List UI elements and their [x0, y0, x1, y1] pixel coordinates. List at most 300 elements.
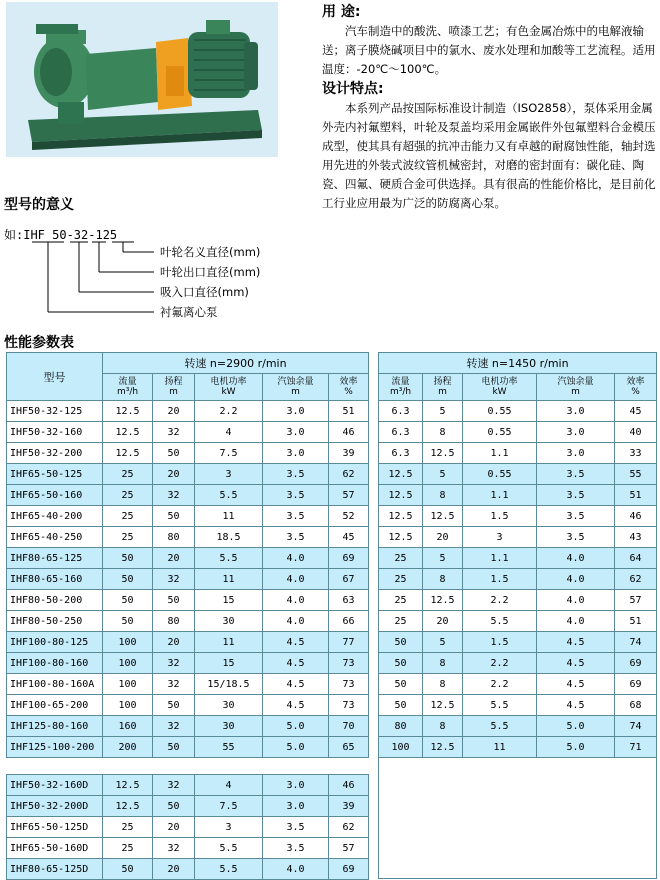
value-cell: 3.0: [537, 422, 615, 443]
table-row: [7, 401, 369, 422]
value-cell: 55: [615, 464, 657, 485]
value-cell: 11: [195, 632, 263, 653]
value-cell: 3.5: [263, 485, 329, 506]
value-cell: 12.5: [103, 796, 153, 817]
value-cell: 50: [153, 506, 195, 527]
table-row: [7, 674, 369, 695]
value-cell: 4.0: [537, 548, 615, 569]
value-cell: 8: [423, 653, 463, 674]
table-row: [379, 506, 657, 527]
value-cell: 3: [463, 527, 537, 548]
value-cell: 5.5: [463, 611, 537, 632]
value-cell: 25: [379, 548, 423, 569]
spacer-row: [7, 758, 369, 775]
value-cell: 5.5: [195, 485, 263, 506]
value-cell: 50: [103, 859, 153, 880]
value-cell: 4.5: [263, 674, 329, 695]
value-cell: 80: [153, 527, 195, 548]
value-cell: 4.0: [537, 569, 615, 590]
value-cell: 3.5: [263, 464, 329, 485]
table-row: [7, 464, 369, 485]
value-cell: 3.5: [537, 527, 615, 548]
value-cell: 51: [615, 611, 657, 632]
table-row: [7, 838, 369, 859]
model-cell: IHF100-65-200: [7, 695, 103, 716]
column-header-unit: kW: [221, 387, 236, 397]
value-cell: 5.0: [537, 737, 615, 758]
value-cell: 70: [329, 716, 369, 737]
value-cell: 50: [379, 653, 423, 674]
value-cell: 4.5: [537, 653, 615, 674]
model-cell: IHF80-65-125D: [7, 859, 103, 880]
table-row: [379, 401, 657, 422]
value-cell: 3.0: [263, 422, 329, 443]
value-cell: 1.5: [463, 569, 537, 590]
value-cell: 46: [329, 775, 369, 796]
table-row: [7, 775, 369, 796]
table-row: [7, 506, 369, 527]
label-impeller-outlet-diameter: 叶轮出口直径(mm): [160, 265, 261, 279]
usage-section: [322, 2, 656, 213]
value-cell: 51: [615, 485, 657, 506]
model-example: 如:IHF 50-32-125: [4, 228, 118, 242]
column-header: [103, 374, 153, 401]
label-pump-type: 衬氟离心泵: [160, 305, 218, 319]
value-cell: 20: [153, 632, 195, 653]
table-row: [7, 569, 369, 590]
value-cell: 3.5: [263, 838, 329, 859]
column-header-name: 流量: [118, 377, 137, 387]
table-row: [7, 817, 369, 838]
value-cell: 15: [195, 653, 263, 674]
value-cell: 3.5: [263, 527, 329, 548]
value-cell: 20: [153, 817, 195, 838]
value-cell: 32: [153, 569, 195, 590]
value-cell: 73: [329, 695, 369, 716]
table-row: [379, 548, 657, 569]
value-cell: 8: [423, 485, 463, 506]
table-row: [7, 695, 369, 716]
table-row: [7, 632, 369, 653]
table-row: [7, 485, 369, 506]
value-cell: 50: [153, 796, 195, 817]
value-cell: 62: [615, 569, 657, 590]
value-cell: 62: [329, 817, 369, 838]
model-cell: IHF65-40-200: [7, 506, 103, 527]
value-cell: 5: [423, 464, 463, 485]
value-cell: 25: [103, 527, 153, 548]
value-cell: 18.5: [195, 527, 263, 548]
value-cell: 50: [103, 569, 153, 590]
value-cell: 4.0: [263, 569, 329, 590]
column-header-unit: %: [344, 387, 353, 397]
value-cell: 6.3: [379, 422, 423, 443]
value-cell: 80: [153, 611, 195, 632]
column-header: [537, 374, 615, 401]
value-cell: 12.5: [423, 737, 463, 758]
column-header: [423, 374, 463, 401]
performance-table-2900: [6, 352, 369, 880]
value-cell: 62: [329, 464, 369, 485]
value-cell: 3.5: [263, 506, 329, 527]
value-cell: 32: [153, 716, 195, 737]
value-cell: 12.5: [423, 590, 463, 611]
value-cell: 1.5: [463, 506, 537, 527]
value-cell: 11: [195, 569, 263, 590]
value-cell: 11: [463, 737, 537, 758]
table-row: [379, 611, 657, 632]
model-cell: IHF100-80-160A: [7, 674, 103, 695]
table-row: [379, 632, 657, 653]
column-header: [153, 374, 195, 401]
value-cell: 100: [379, 737, 423, 758]
value-cell: 57: [329, 485, 369, 506]
value-cell: 12.5: [103, 443, 153, 464]
value-cell: 200: [103, 737, 153, 758]
column-header-name: 汽蚀余量: [557, 377, 594, 387]
value-cell: 4.5: [537, 674, 615, 695]
value-cell: 11: [195, 506, 263, 527]
value-cell: 100: [103, 653, 153, 674]
value-cell: 50: [379, 695, 423, 716]
value-cell: 4.0: [537, 611, 615, 632]
value-cell: 12.5: [379, 506, 423, 527]
value-cell: 50: [153, 443, 195, 464]
value-cell: 5.0: [537, 716, 615, 737]
value-cell: 20: [153, 859, 195, 880]
value-cell: 12.5: [103, 422, 153, 443]
value-cell: 20: [423, 527, 463, 548]
column-header-unit: m: [169, 387, 178, 397]
value-cell: 12.5: [423, 695, 463, 716]
value-cell: 39: [329, 443, 369, 464]
table-row: [7, 590, 369, 611]
table-row: [7, 527, 369, 548]
column-header-name: 电机功率: [481, 377, 518, 387]
value-cell: 2.2: [195, 401, 263, 422]
value-cell: 100: [103, 632, 153, 653]
column-header-name: 流量: [391, 377, 410, 387]
value-cell: 4.0: [263, 590, 329, 611]
model-cell: IHF50-32-160: [7, 422, 103, 443]
value-cell: 5.5: [195, 548, 263, 569]
value-cell: 4.5: [263, 695, 329, 716]
column-header: [379, 374, 423, 401]
column-header-unit: m: [291, 387, 300, 397]
value-cell: 3.0: [263, 401, 329, 422]
value-cell: 30: [195, 611, 263, 632]
value-cell: 50: [379, 632, 423, 653]
value-cell: 12.5: [379, 464, 423, 485]
column-header-name: 效率: [626, 377, 645, 387]
table-row: [7, 653, 369, 674]
value-cell: 12.5: [103, 401, 153, 422]
empty-filler-row: [379, 758, 657, 879]
model-cell: IHF100-80-160: [7, 653, 103, 674]
value-cell: 8: [423, 569, 463, 590]
value-cell: 50: [153, 737, 195, 758]
table-row: [379, 674, 657, 695]
table-row: [7, 796, 369, 817]
table-row: [7, 443, 369, 464]
value-cell: 7.5: [195, 796, 263, 817]
value-cell: 4.0: [537, 590, 615, 611]
value-cell: 25: [103, 506, 153, 527]
model-cell: IHF65-50-160: [7, 485, 103, 506]
table-row: [379, 464, 657, 485]
column-header-unit: %: [631, 387, 640, 397]
column-header-name: 扬程: [433, 377, 452, 387]
model-cell: IHF65-50-160D: [7, 838, 103, 859]
label-impeller-nominal-diameter: 叶轮名义直径(mm): [160, 245, 261, 259]
value-cell: 4.0: [263, 548, 329, 569]
value-cell: 5.5: [195, 859, 263, 880]
model-cell: IHF65-50-125: [7, 464, 103, 485]
value-cell: 25: [379, 590, 423, 611]
value-cell: 100: [103, 695, 153, 716]
speed-2900-header: 转速 n=2900 r/min: [103, 353, 369, 374]
value-cell: 3.0: [537, 401, 615, 422]
value-cell: 2.2: [463, 674, 537, 695]
value-cell: 69: [329, 859, 369, 880]
value-cell: 32: [153, 775, 195, 796]
value-cell: 3.5: [537, 485, 615, 506]
value-cell: 52: [329, 506, 369, 527]
value-cell: 69: [329, 548, 369, 569]
value-cell: 32: [153, 485, 195, 506]
column-header: [263, 374, 329, 401]
value-cell: 1.1: [463, 548, 537, 569]
value-cell: 30: [195, 695, 263, 716]
value-cell: 45: [615, 401, 657, 422]
column-header-name: 效率: [339, 377, 358, 387]
column-header: [195, 374, 263, 401]
table-header-row: [7, 353, 369, 374]
value-cell: 32: [153, 674, 195, 695]
value-cell: 77: [329, 632, 369, 653]
model-cell: IHF65-50-125D: [7, 817, 103, 838]
value-cell: 2.2: [463, 653, 537, 674]
spacer-cell: [7, 758, 369, 775]
value-cell: 25: [379, 569, 423, 590]
value-cell: 15: [195, 590, 263, 611]
value-cell: 8: [423, 422, 463, 443]
pump-illustration: [6, 2, 278, 157]
value-cell: 30: [195, 716, 263, 737]
value-cell: 12.5: [423, 506, 463, 527]
value-cell: 50: [379, 674, 423, 695]
value-cell: 3.5: [263, 817, 329, 838]
value-cell: 1.1: [463, 485, 537, 506]
usage-heading: 用 途:: [322, 4, 361, 20]
column-header-name: 汽蚀余量: [277, 377, 314, 387]
value-cell: 5.5: [195, 838, 263, 859]
value-cell: 4.0: [263, 611, 329, 632]
column-header-unit: m: [438, 387, 447, 397]
column-header-unit: kW: [492, 387, 507, 397]
column-header-unit: m³/h: [389, 387, 412, 397]
column-header: [463, 374, 537, 401]
value-cell: 68: [615, 695, 657, 716]
value-cell: 74: [615, 716, 657, 737]
table-row: [379, 422, 657, 443]
column-header-unit: m³/h: [116, 387, 139, 397]
value-cell: 2.2: [463, 590, 537, 611]
table-header-row: [379, 353, 657, 374]
column-header: [329, 374, 369, 401]
table-row: [379, 590, 657, 611]
value-cell: 8: [423, 716, 463, 737]
value-cell: 4.0: [263, 859, 329, 880]
value-cell: 20: [153, 401, 195, 422]
usage-paragraph: 汽车制造中的酸洗、喷漆工艺；有色金属冶炼中的电解液输送；离子膜烧碱项目中的氯水、废水处理和加酸等工艺流程。适用温度：-20℃～100℃。: [322, 24, 656, 76]
performance-table-1450: [378, 352, 657, 879]
value-cell: 1.1: [463, 443, 537, 464]
value-cell: 64: [615, 548, 657, 569]
value-cell: 50: [103, 548, 153, 569]
value-cell: 20: [153, 548, 195, 569]
value-cell: 32: [153, 653, 195, 674]
value-cell: 4.5: [263, 653, 329, 674]
value-cell: 8: [423, 674, 463, 695]
model-meaning-diagram: [4, 226, 304, 326]
value-cell: 5.0: [263, 737, 329, 758]
value-cell: 0.55: [463, 422, 537, 443]
value-cell: 69: [615, 674, 657, 695]
value-cell: 3.0: [537, 443, 615, 464]
value-cell: 12.5: [379, 485, 423, 506]
value-cell: 4: [195, 775, 263, 796]
model-cell: IHF50-32-200D: [7, 796, 103, 817]
value-cell: 20: [423, 611, 463, 632]
table-row: [7, 611, 369, 632]
speed-1450-header: 转速 n=1450 r/min: [379, 353, 657, 374]
value-cell: 43: [615, 527, 657, 548]
model-cell: IHF50-32-160D: [7, 775, 103, 796]
value-cell: 25: [103, 464, 153, 485]
value-cell: 74: [615, 632, 657, 653]
value-cell: 3: [195, 464, 263, 485]
value-cell: 12.5: [379, 527, 423, 548]
table-row: [379, 653, 657, 674]
value-cell: 50: [103, 590, 153, 611]
table-row: [379, 695, 657, 716]
value-cell: 15/18.5: [195, 674, 263, 695]
value-cell: 73: [329, 674, 369, 695]
value-cell: 80: [379, 716, 423, 737]
value-cell: 5.0: [263, 716, 329, 737]
value-cell: 25: [103, 817, 153, 838]
table-row: [379, 737, 657, 758]
value-cell: 5.5: [463, 695, 537, 716]
model-cell: IHF80-50-200: [7, 590, 103, 611]
model-meaning-title: 型号的意义: [4, 197, 74, 213]
value-cell: 57: [615, 590, 657, 611]
value-cell: 66: [329, 611, 369, 632]
value-cell: 50: [103, 611, 153, 632]
value-cell: 4.5: [537, 695, 615, 716]
value-cell: 55: [195, 737, 263, 758]
model-cell: IHF100-80-125: [7, 632, 103, 653]
column-header-name: 扬程: [164, 377, 183, 387]
value-cell: 6.3: [379, 443, 423, 464]
value-cell: 5.5: [463, 716, 537, 737]
value-cell: 5: [423, 548, 463, 569]
model-cell: IHF80-65-125: [7, 548, 103, 569]
product-photo: [6, 2, 278, 157]
table-row: [7, 548, 369, 569]
value-cell: 3.0: [263, 775, 329, 796]
value-cell: 6.3: [379, 401, 423, 422]
column-header: [615, 374, 657, 401]
table-row: [7, 422, 369, 443]
value-cell: 12.5: [103, 775, 153, 796]
value-cell: 160: [103, 716, 153, 737]
value-cell: 4.5: [537, 632, 615, 653]
value-cell: 63: [329, 590, 369, 611]
value-cell: 3.5: [537, 506, 615, 527]
label-inlet-diameter: 吸入口直径(mm): [160, 285, 249, 299]
value-cell: 25: [103, 485, 153, 506]
design-heading: 设计特点:: [322, 81, 384, 97]
table-row: [379, 716, 657, 737]
model-cell: IHF125-80-160: [7, 716, 103, 737]
value-cell: 12.5: [423, 443, 463, 464]
design-paragraph: 本系列产品按国际标准设计制造（ISO2858），泵体采用金属外壳内衬氟塑料，叶轮及泵盖均采用金属嵌件外包氟塑料合金模压成型，使其具有超强的抗冲击能力又有卓越的耐腐蚀性能，轴封选用先进的外装式波纹管机械密封，对磨的密封面有：碳化硅、陶瓷、四氟、硬质合金可供选择。具有很高的性能价格比，是目前化工行业应用最为广泛的防腐离心泵。: [322, 101, 656, 210]
value-cell: 50: [153, 590, 195, 611]
value-cell: 25: [379, 611, 423, 632]
model-column-header: 型号: [7, 353, 103, 401]
table-row: [379, 485, 657, 506]
value-cell: 57: [329, 838, 369, 859]
value-cell: 20: [153, 464, 195, 485]
value-cell: 40: [615, 422, 657, 443]
table-row: [7, 737, 369, 758]
value-cell: 5: [423, 401, 463, 422]
value-cell: 69: [615, 653, 657, 674]
value-cell: 32: [153, 422, 195, 443]
value-cell: 5: [423, 632, 463, 653]
value-cell: 32: [153, 838, 195, 859]
empty-filler-cell: [379, 758, 657, 879]
value-cell: 67: [329, 569, 369, 590]
table-row: [379, 443, 657, 464]
model-cell: IHF50-32-200: [7, 443, 103, 464]
value-cell: 39: [329, 796, 369, 817]
value-cell: 46: [329, 422, 369, 443]
model-cell: IHF125-100-200: [7, 737, 103, 758]
value-cell: 7.5: [195, 443, 263, 464]
value-cell: 65: [329, 737, 369, 758]
value-cell: 51: [329, 401, 369, 422]
value-cell: 3.0: [263, 796, 329, 817]
value-cell: 46: [615, 506, 657, 527]
value-cell: 25: [103, 838, 153, 859]
model-cell: IHF80-50-250: [7, 611, 103, 632]
value-cell: 73: [329, 653, 369, 674]
model-cell: IHF80-65-160: [7, 569, 103, 590]
value-cell: 0.55: [463, 401, 537, 422]
value-cell: 3.0: [263, 443, 329, 464]
table-row: [379, 527, 657, 548]
column-header-unit: m: [571, 387, 580, 397]
model-cell: IHF65-40-250: [7, 527, 103, 548]
value-cell: 71: [615, 737, 657, 758]
model-cell: IHF50-32-125: [7, 401, 103, 422]
value-cell: 4: [195, 422, 263, 443]
value-cell: 4.5: [263, 632, 329, 653]
value-cell: 50: [153, 695, 195, 716]
